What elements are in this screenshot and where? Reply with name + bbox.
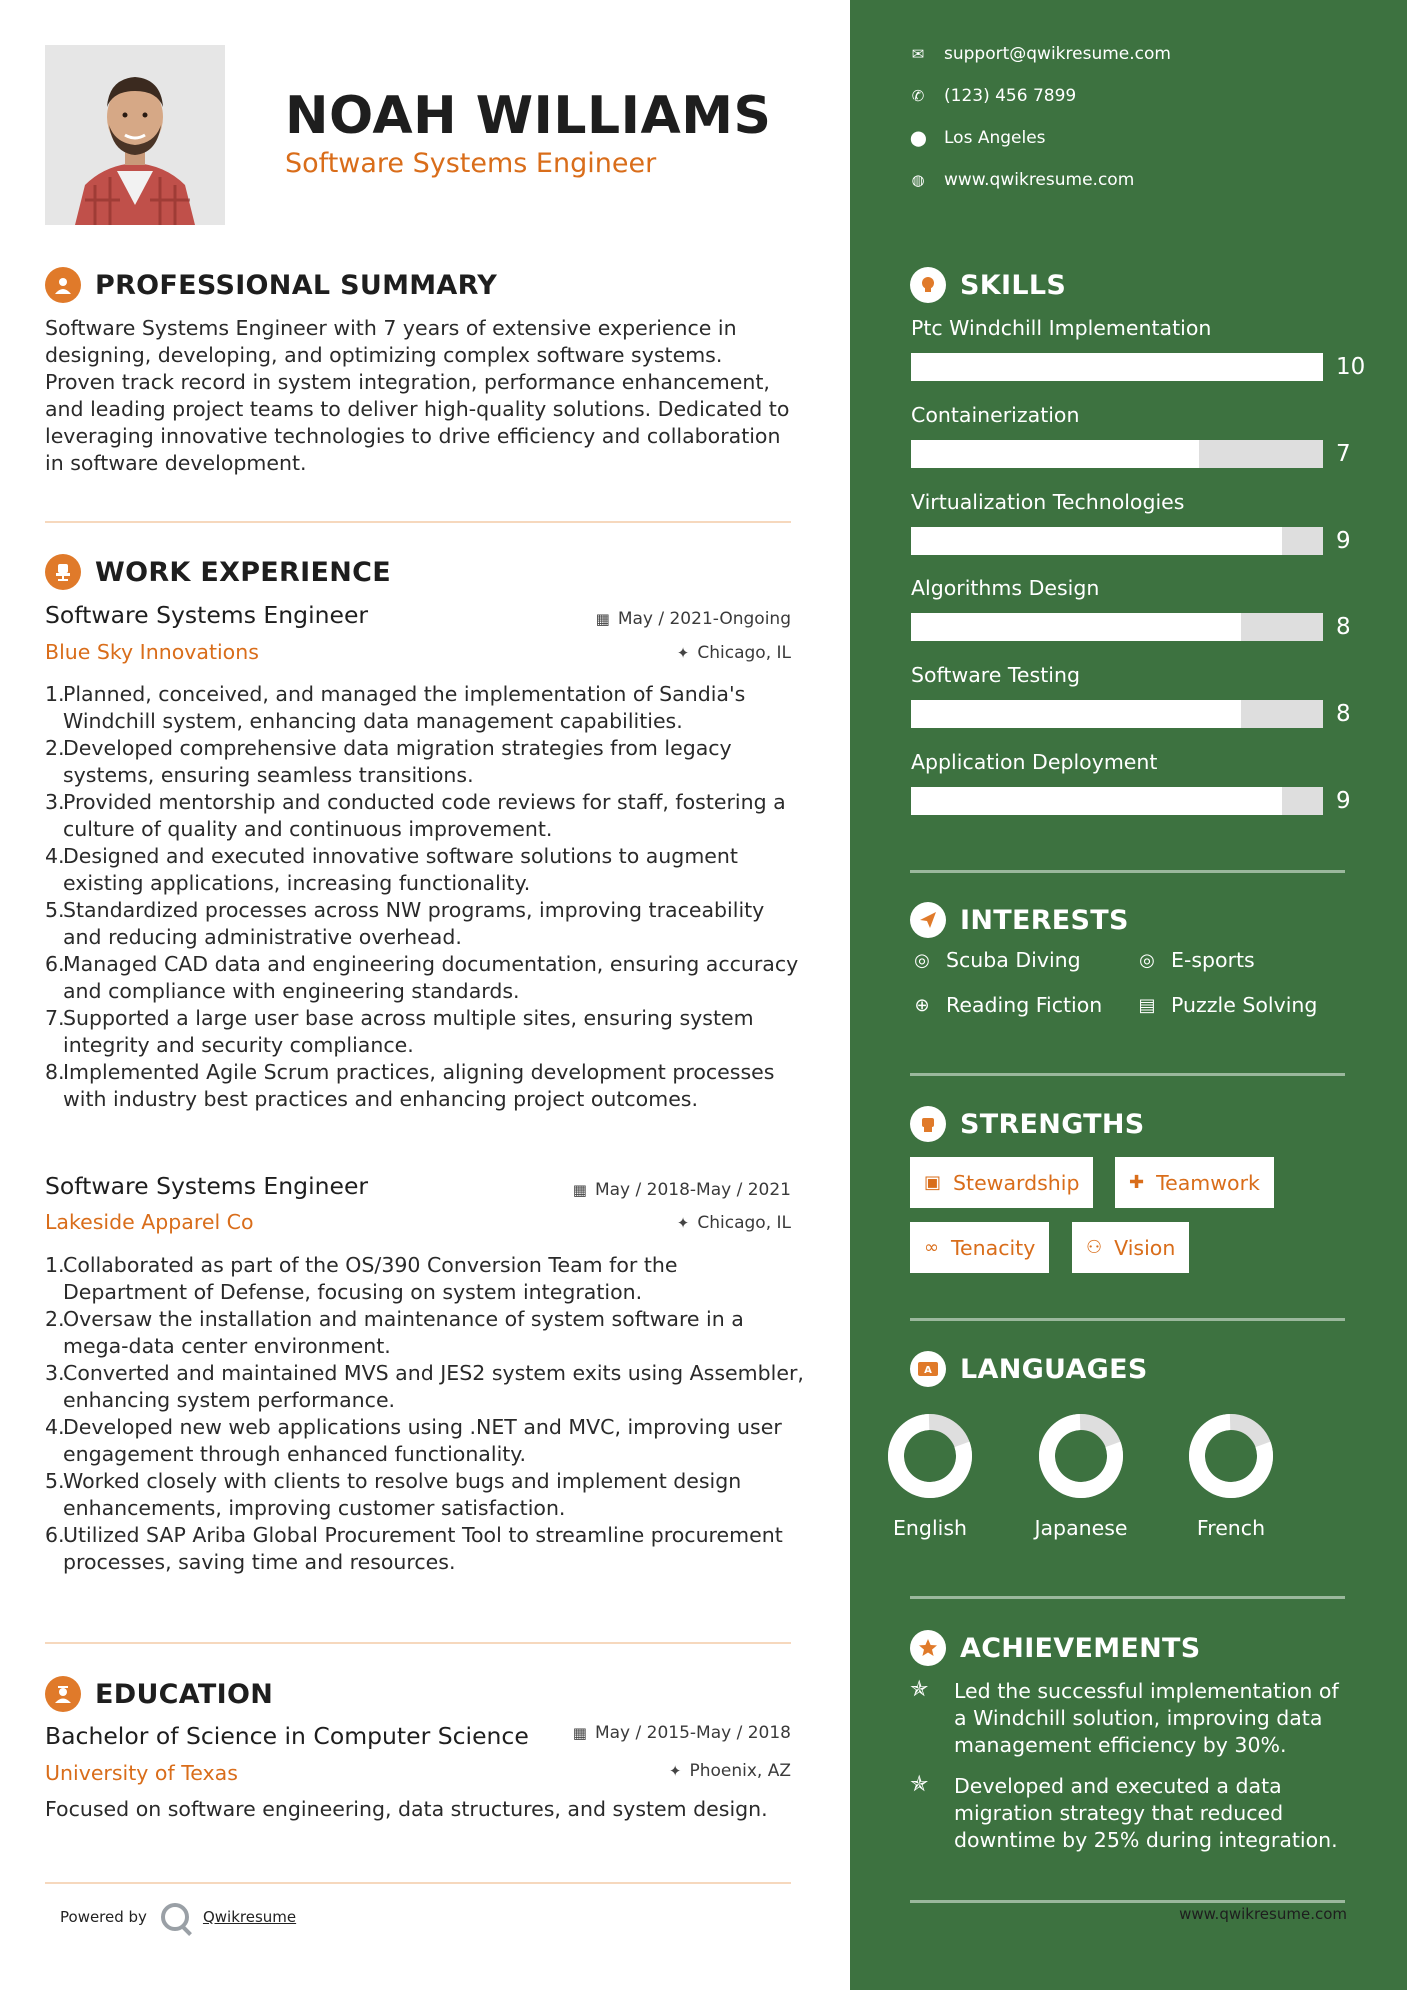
paper-plane-icon (910, 902, 946, 938)
skill-bar (911, 613, 1323, 641)
list-item: 3. Provided mentorship and conducted code reviews for staff, fostering a culture of quality and continuous improvement. (45, 790, 786, 841)
calendar-icon: ▦ (572, 1181, 587, 1199)
interest-item (910, 948, 1081, 972)
translate-icon (910, 1351, 946, 1387)
languages-title: LANGUAGES (960, 1353, 1148, 1385)
skill-bar-fill (911, 700, 1241, 728)
skill-value: 10 (1336, 354, 1366, 380)
list-item: 5. Worked closely with clients to resolve bugs and implement design enhancements, improving customer satisfaction. (45, 1469, 742, 1520)
divider (910, 1073, 1345, 1076)
skills-heading (910, 267, 1066, 303)
language-donut (1039, 1414, 1123, 1498)
achievement-item (910, 1773, 1350, 1854)
skills-title: SKILLS (960, 269, 1067, 301)
language-item (870, 1414, 990, 1540)
star-icon: ✯ (910, 1772, 929, 1797)
job-date-text: May / 2021-Ongoing (617, 609, 791, 629)
language-name: French (1196, 1516, 1266, 1540)
skill-bar-fill (911, 440, 1199, 468)
contact-location (910, 128, 1046, 148)
skill-name: Application Deployment (911, 750, 1158, 774)
achievements-heading (910, 1630, 1201, 1666)
interest-label: Reading Fiction (946, 993, 1103, 1017)
strength-label: Vision (1114, 1235, 1176, 1260)
contact-email[interactable] (910, 44, 1171, 64)
summary-title: PROFESSIONAL SUMMARY (95, 269, 498, 301)
divider (910, 1900, 1345, 1903)
job-date (573, 1180, 791, 1200)
job-location (677, 643, 791, 663)
skill-bar-fill (911, 613, 1241, 641)
contact-website-text: www.qwikresume.com (944, 170, 1135, 190)
interests-title: INTERESTS (960, 904, 1129, 936)
summary-text: Software Systems Engineer with 7 years of extensive experience in designing, developing, and optimizing complex software systems. Proven track record in system integration, performance enhancement, and leading project teams to deliver high-quality solutions. Dedicated to leveraging innovative technologies to drive efficiency and collaboration in software development. (45, 316, 790, 475)
phone-icon: ✆ (911, 87, 925, 105)
languages-heading (910, 1351, 1148, 1387)
school-name: University of Texas (45, 1761, 238, 1785)
interest-label: E-sports (1171, 948, 1255, 972)
divider (45, 1882, 791, 1884)
skill-bar-fill (911, 527, 1282, 555)
candidate-title: Software Systems Engineer (285, 148, 657, 179)
skill-name: Virtualization Technologies (911, 490, 1185, 514)
qwikresume-link[interactable]: Qwikresume (202, 1908, 297, 1926)
education-location-text: Phoenix, AZ (689, 1761, 791, 1781)
pin-icon: ✦ (676, 644, 690, 662)
list-item: 3. Converted and maintained MVS and JES2 system exits using Assembler, enhancing system performance. (45, 1361, 804, 1412)
skill-value: 8 (1336, 701, 1351, 727)
language-donut (1189, 1414, 1273, 1498)
contact-email-text: support@qwikresume.com (944, 44, 1171, 64)
experience-heading (45, 554, 391, 590)
powered-by-text: Powered by (60, 1908, 147, 1926)
binoculars-icon: ⚇ (1086, 1237, 1103, 1258)
interest-label: Puzzle Solving (1171, 993, 1318, 1017)
strengths-heading (910, 1106, 1145, 1142)
company-name: Lakeside Apparel Co (45, 1210, 254, 1234)
interest-item (1135, 948, 1255, 972)
list-item: 1. Planned, conceived, and managed the implementation of Sandia's Windchill system, enhancing data management capabilities. (45, 682, 746, 733)
divider (45, 521, 791, 523)
strength-label: Tenacity (951, 1235, 1036, 1260)
contact-location-text: Los Angeles (944, 128, 1046, 148)
achievement-item (910, 1678, 1350, 1759)
skill-value: 9 (1336, 528, 1351, 554)
education-description: Focused on software engineering, data structures, and system design. (45, 1797, 768, 1821)
divider (45, 1642, 791, 1644)
calendar-icon: ▦ (595, 610, 610, 628)
lifebuoy-icon: ◎ (914, 949, 930, 971)
strengths-title: STRENGTHS (960, 1108, 1145, 1140)
job-title: Software Systems Engineer (45, 601, 369, 629)
language-donut (888, 1414, 972, 1498)
list-item: 4. Designed and executed innovative software solutions to augment existing applications, increasing functionality. (45, 844, 738, 895)
divider (910, 1596, 1345, 1599)
list-item: 1. Collaborated as part of the OS/390 Conversion Team for the Department of Defense, focusing on system integration. (45, 1253, 678, 1304)
divider (910, 870, 1345, 873)
skill-bar (911, 700, 1323, 728)
skill-bar (911, 353, 1323, 381)
powered-by (60, 1903, 296, 1931)
location-icon: ⬤ (910, 129, 927, 147)
contact-website[interactable] (910, 170, 1134, 190)
job-bullets (45, 1252, 805, 1576)
education-heading (45, 1676, 273, 1712)
skill-name: Containerization (911, 403, 1080, 427)
star-icon (910, 1630, 946, 1666)
company-name: Blue Sky Innovations (45, 640, 259, 664)
list-item: 5. Standardized processes across NW programs, improving traceability and reducing administrative overhead. (45, 898, 765, 949)
job-bullets (45, 681, 805, 1113)
summary-heading (45, 267, 497, 303)
list-item: 6. Utilized SAP Ariba Global Procurement Tool to streamline procurement processes, saving time and resources. (45, 1523, 783, 1574)
footer-site[interactable]: www.qwikresume.com (1179, 1905, 1347, 1923)
sidebar (850, 0, 1407, 1990)
interest-item (910, 993, 1102, 1017)
skill-value: 8 (1336, 614, 1351, 640)
link-icon: ∞ (924, 1237, 939, 1258)
education-location (669, 1761, 791, 1781)
contact-phone[interactable] (910, 86, 1076, 106)
fist-icon (910, 1106, 946, 1142)
calendar-icon: ▦ (572, 1724, 587, 1742)
job-date-text: May / 2018-May / 2021 (594, 1180, 791, 1200)
contact-phone-text: (123) 456 7899 (944, 86, 1077, 106)
strength-label: Stewardship (953, 1170, 1080, 1195)
skill-bar (911, 527, 1323, 555)
graduate-icon (45, 1676, 81, 1712)
language-name: English (892, 1516, 968, 1540)
experience-title: WORK EXPERIENCE (95, 556, 391, 588)
divider (910, 1318, 1345, 1321)
job-date (596, 609, 791, 629)
briefcase-icon: ▣ (924, 1172, 942, 1193)
svg-text:A: A (924, 1365, 932, 1376)
globe-icon: ◍ (911, 171, 925, 189)
skill-value: 9 (1336, 788, 1351, 814)
qwikresume-logo-icon (161, 1903, 189, 1931)
book-icon: ▤ (1138, 994, 1156, 1016)
list-item: 4. Developed new web applications using .NET and MVC, improving user engagement through enhanced functionality. (45, 1415, 782, 1466)
lightbulb-icon (910, 267, 946, 303)
chair-icon (45, 554, 81, 590)
list-item: 2. Oversaw the installation and maintenance of system software in a mega-data center environment. (45, 1307, 744, 1358)
strength-label: Teamwork (1156, 1170, 1260, 1195)
achievement-text: Led the successful implementation of a Windchill solution, improving data management efficiency by 30%. (954, 1679, 1339, 1757)
interest-item (1135, 993, 1317, 1017)
skill-bar-fill (911, 787, 1282, 815)
achievement-text: Developed and executed a data migration strategy that reduced downtime by 25% during integration. (954, 1774, 1338, 1852)
interest-label: Scuba Diving (946, 948, 1081, 972)
degree: Bachelor of Science in Computer Science (45, 1722, 529, 1750)
education-date-text: May / 2015-May / 2018 (594, 1723, 791, 1743)
strength-badge (1115, 1157, 1274, 1208)
users-icon: ✚ (1129, 1172, 1145, 1193)
strength-badge (910, 1222, 1049, 1273)
job-title: Software Systems Engineer (45, 1172, 369, 1200)
education-date (573, 1723, 791, 1743)
star-icon: ✯ (910, 1677, 929, 1702)
user-icon (45, 267, 81, 303)
skill-bar-fill (911, 353, 1323, 381)
language-name: Japanese (1034, 1516, 1128, 1540)
list-item: 8. Implemented Agile Scrum practices, aligning development processes with industry best practices and enhancing project outcomes. (45, 1060, 775, 1111)
pin-icon: ✦ (676, 1214, 690, 1232)
job-location-text: Chicago, IL (697, 643, 791, 663)
skill-name: Ptc Windchill Implementation (911, 316, 1212, 340)
skill-name: Software Testing (911, 663, 1080, 687)
education-title: EDUCATION (95, 1678, 274, 1710)
profile-photo (45, 45, 225, 225)
skill-bar (911, 787, 1323, 815)
achievements-title: ACHIEVEMENTS (960, 1632, 1201, 1664)
language-item (1171, 1414, 1291, 1540)
language-item (1021, 1414, 1141, 1540)
interests-heading (910, 902, 1129, 938)
skill-bar (911, 440, 1323, 468)
gamepad-icon: ⊕ (914, 994, 930, 1016)
mail-icon: ✉ (911, 45, 925, 63)
job-location (677, 1213, 791, 1233)
list-item: 2. Developed comprehensive data migration strategies from legacy systems, ensuring seamless transitions. (45, 736, 732, 787)
strength-badge (910, 1157, 1093, 1208)
list-item: 7. Supported a large user base across multiple sites, ensuring system integrity and security compliance. (45, 1006, 754, 1057)
list-item: 6. Managed CAD data and engineering documentation, ensuring accuracy and compliance with engineering standards. (45, 952, 799, 1003)
strength-badge (1072, 1222, 1189, 1273)
skill-value: 7 (1336, 441, 1351, 467)
candidate-name: NOAH WILLIAMS (285, 86, 772, 146)
lifebuoy-icon: ◎ (1139, 949, 1155, 971)
pin-icon: ✦ (668, 1762, 682, 1780)
skill-name: Algorithms Design (911, 576, 1100, 600)
job-location-text: Chicago, IL (697, 1213, 791, 1233)
